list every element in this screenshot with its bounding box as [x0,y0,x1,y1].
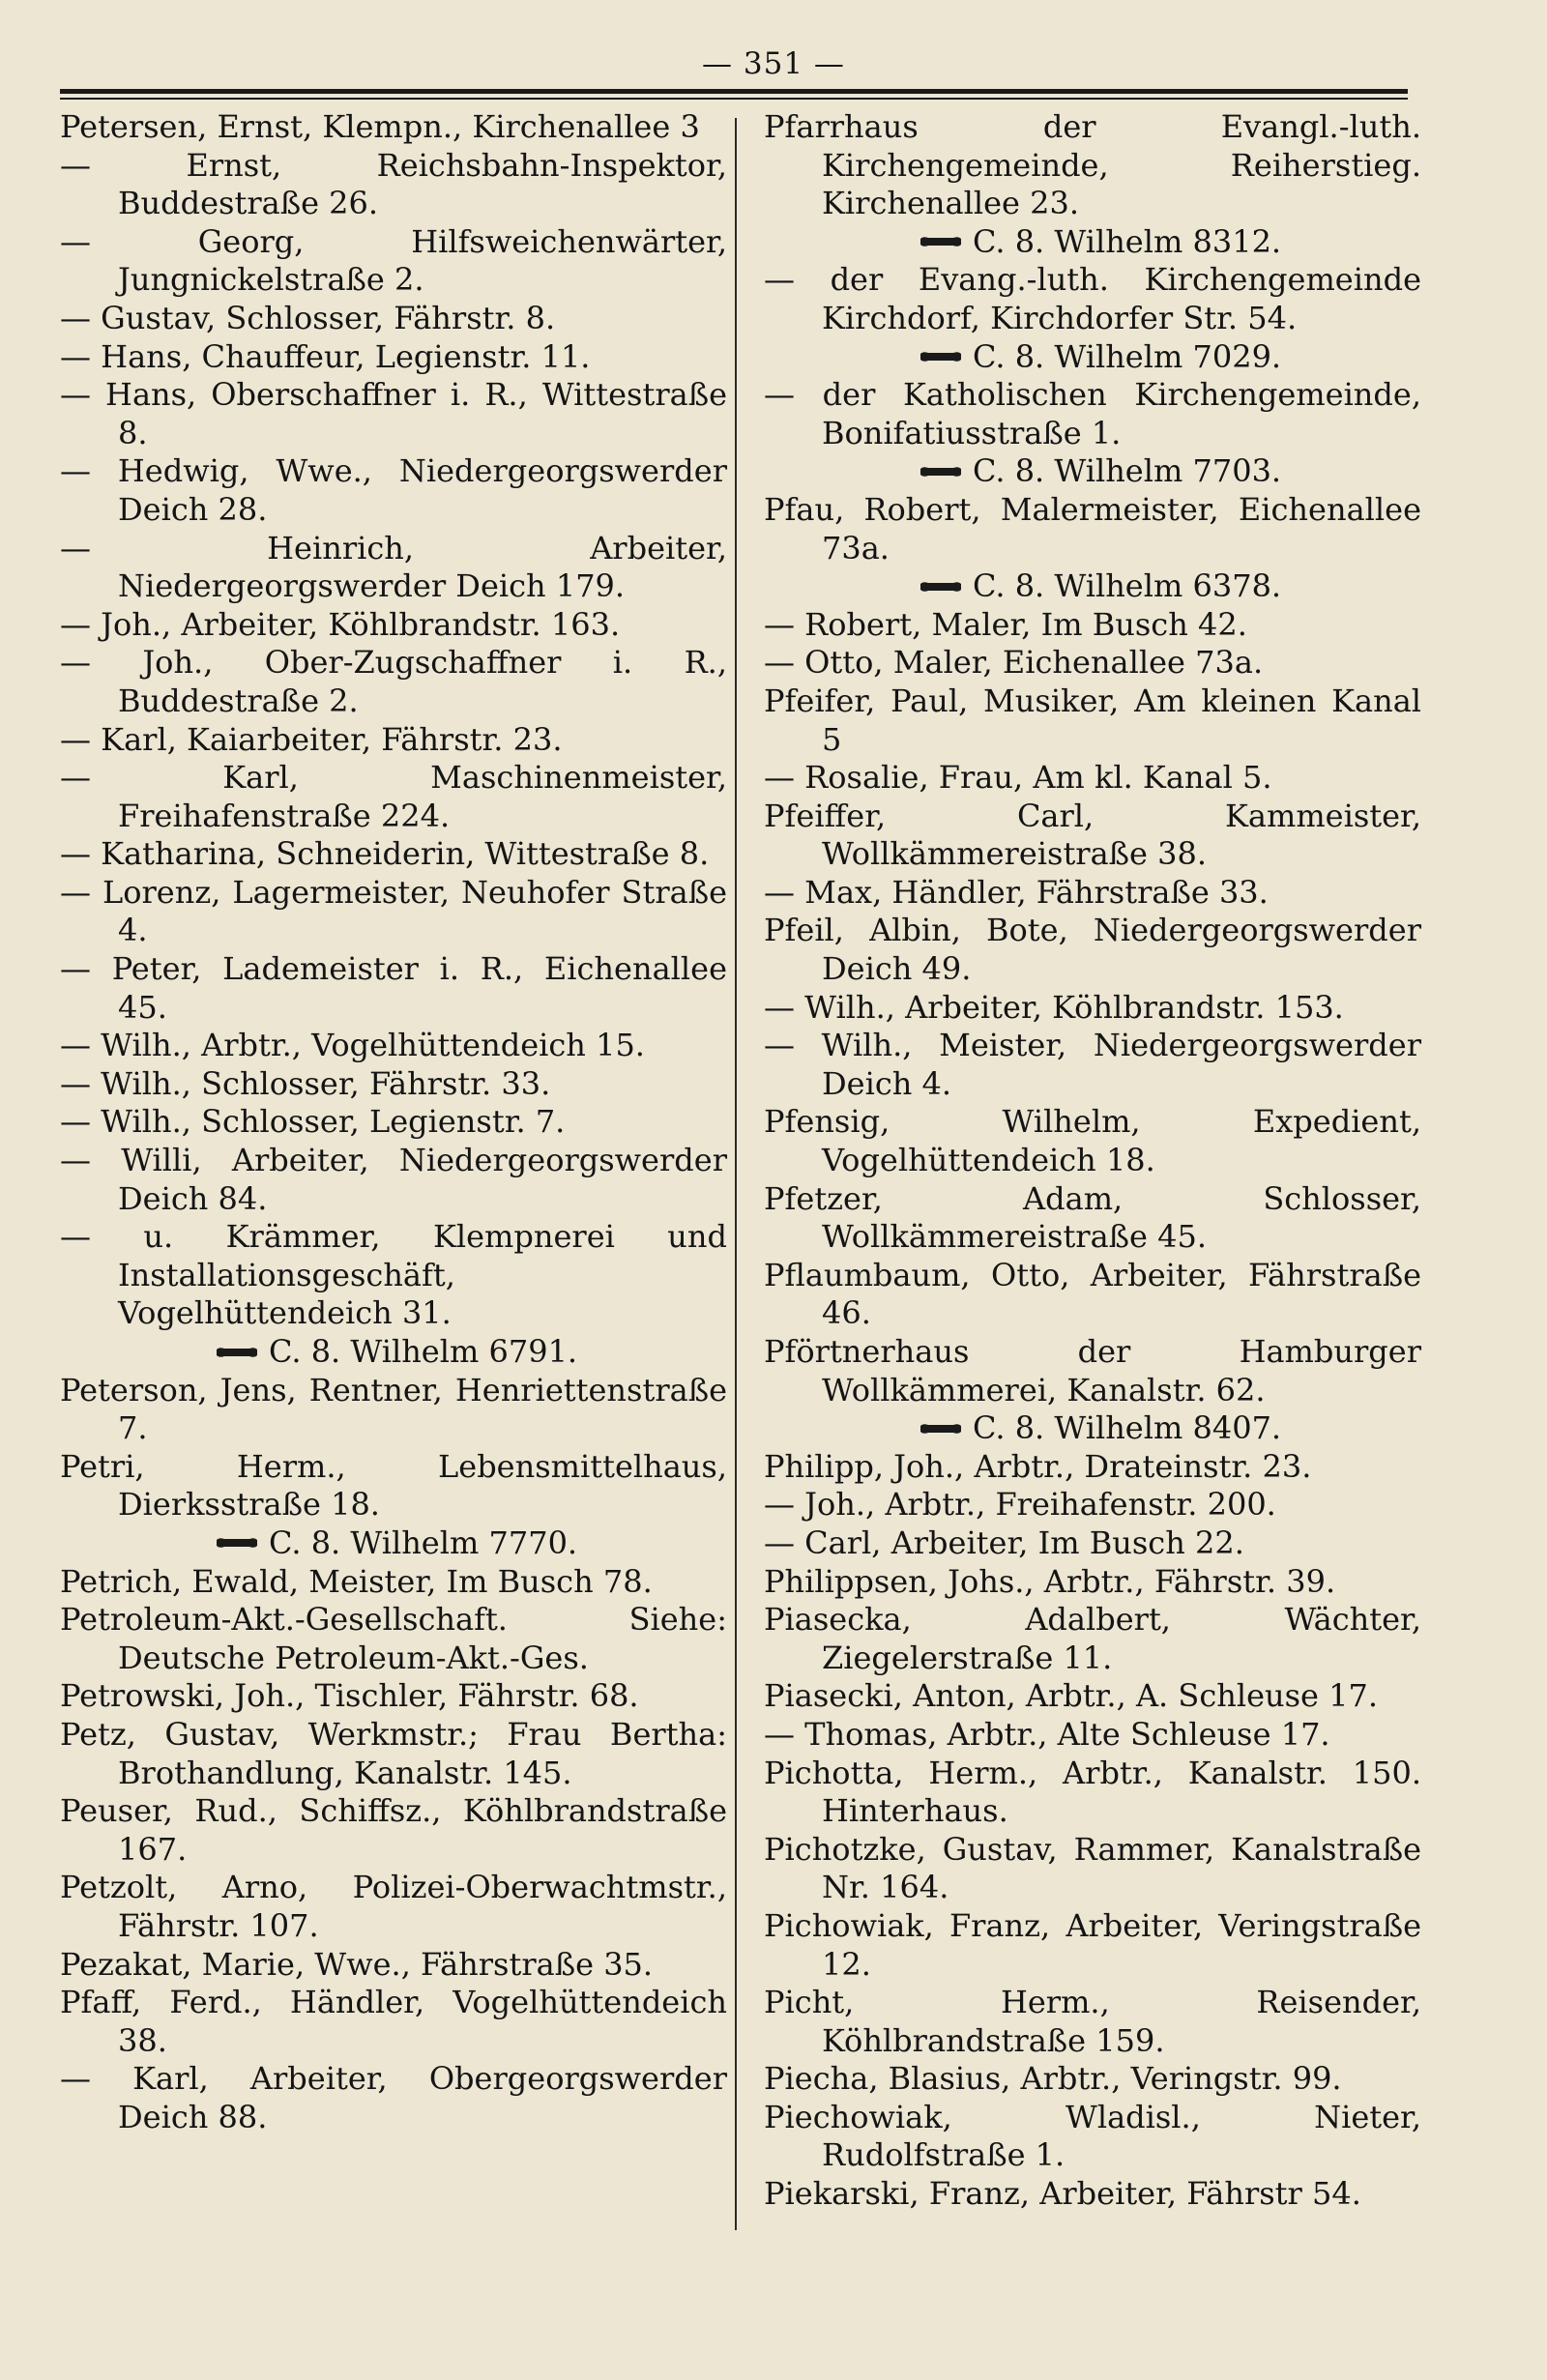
page-number: — 351 — [702,46,845,81]
directory-entry: Piasecki, Anton, Arbtr., A. Schleuse 17. [764,1677,1379,1715]
directory-entry: Philipp, Joh., Arbtr., Drateinstr. 23. [764,1447,1312,1485]
directory-entry: Petz, Gustav, Werkmstr.; Frau Bertha: Brothandlung, Kanalstr. 145. [60,1715,727,1791]
phone-listing [764,338,1421,377]
directory-entry: Petroleum-Akt.-Gesellschaft. Siehe: Deutsche Petroleum-Akt.-Ges. [60,1601,727,1676]
directory-entry: — Otto, Maler, Eichenallee 73a. [764,644,1264,682]
directory-entry: Pichotta, Herm., Arbtr., Kanalstr. 150. Hinterhaus. [764,1754,1421,1830]
directory-entry: — der Evang.-luth. Kirchengemeinde Kirchdorf, Kirchdorfer Str. 54. [764,261,1421,336]
directory-entry: — Rosalie, Frau, Am kl. Kanal 5. [764,759,1272,797]
phone-listing [764,567,1421,606]
directory-entry: — u. Krämmer, Klempnerei und Installationsgeschäft, Vogelhüttendeich 31. [60,1218,727,1332]
directory-entry: Pförtnerhaus der Hamburger Wollkämmerei, Kanalstr. 62. [764,1333,1421,1408]
directory-entry: Pichotzke, Gustav, Rammer, Kanalstraße Nr. 164. [764,1830,1421,1906]
directory-entry: Piasecka, Adalbert, Wächter, Ziegelerstraße 11. [764,1601,1421,1676]
directory-entry: Piechowiak, Wladisl., Nieter, Rudolfstraße 1. [764,2098,1421,2174]
directory-entry: — Joh., Arbtr., Freihafenstr. 200. [764,1486,1276,1524]
directory-entry: Pichowiak, Franz, Arbeiter, Veringstraße 12. [764,1906,1421,1983]
directory-entry: — Carl, Arbeiter, Im Busch 22. [764,1524,1244,1561]
phone-listing [764,452,1421,491]
directory-entry: Pfeil, Albin, Bote, Niedergeorgswerder Deich 49. [764,912,1421,988]
directory-entry: Petrich, Ewald, Meister, Im Busch 78. [60,1562,653,1600]
directory-entry: — Max, Händler, Fährstraße 33. [764,873,1269,911]
directory-entry: Philippsen, Johs., Arbtr., Fährstr. 39. [764,1562,1336,1600]
directory-entry: Pfarrhaus der Evangl.-luth. Kirchengemeinde, Reiherstieg. Kirchenallee 23. [764,108,1421,222]
left-column [60,108,727,2136]
directory-entry: — der Katholischen Kirchengemeinde, Bonifatiusstraße 1. [764,376,1421,451]
telephone-receiver-icon [919,580,963,594]
directory-entry: — Hans, Oberschaffner i. R., Wittestraße 8. [60,376,727,451]
directory-entry: Petzolt, Arno, Polizei-Oberwachtmstr., Fährstr. 107. [60,1869,727,1944]
directory-entry: — Wilh., Schlosser, Legienstr. 7. [60,1103,566,1141]
directory-entry: Pflaumbaum, Otto, Arbeiter, Fährstraße 46. [764,1256,1421,1332]
directory-entry: — Karl, Maschinenmeister, Freihafenstraße 224. [60,759,727,834]
directory-entry: — Wilh., Arbeiter, Köhlbrandstr. 153. [764,988,1344,1026]
column-divider [735,118,737,2230]
phone-listing [764,223,1421,262]
directory-entry: — Karl, Arbeiter, Obergeorgswerder Deich 88. [60,2060,727,2135]
directory-entry: Pfetzer, Adam, Schlosser, Wollkämmereistraße 45. [764,1179,1421,1256]
directory-entry: — Georg, Hilfsweichenwärter, Jungnickelstraße 2. [60,222,727,299]
directory-entry: — Wilh., Arbtr., Vogelhüttendeich 15. [60,1027,645,1064]
phone-listing [60,1524,727,1563]
phone-number-text: C. 8. Wilhelm 8312. [973,222,1282,260]
directory-entry: Petersen, Ernst, Klempn., Kirchenallee 3 [60,108,700,145]
directory-entry: — Willi, Arbeiter, Niedergeorgswerder Deich 84. [60,1142,727,1217]
phone-number-text: C. 8. Wilhelm 6791. [269,1333,578,1370]
telephone-receiver-icon [215,1536,259,1550]
directory-entry: Pfeiffer, Carl, Kammeister, Wollkämmereistraße 38. [764,797,1421,873]
phone-number-text: C. 8. Wilhelm 7703. [973,452,1282,490]
phone-number-text: C. 8. Wilhelm 6378. [973,567,1282,605]
directory-entry: Pfau, Robert, Malermeister, Eichenallee 73a. [764,490,1421,566]
telephone-receiver-icon [215,1346,259,1359]
right-column [764,108,1421,2214]
directory-entry: — Gustav, Schlosser, Fährstr. 8. [60,299,556,336]
directory-entry: — Karl, Kaiarbeiter, Fährstr. 23. [60,720,563,758]
directory-entry: — Peter, Lademeister i. R., Eichenallee 45. [60,950,727,1026]
phone-number-text: C. 8. Wilhelm 8407. [973,1409,1282,1447]
directory-entry: Peuser, Rud., Schiffsz., Köhlbrandstraße 167. [60,1792,727,1868]
directory-entry: Pezakat, Marie, Wwe., Fährstraße 35. [60,1945,654,1983]
phone-listing [764,1409,1421,1448]
telephone-receiver-icon [919,465,963,479]
directory-entry: — Joh., Ober-Zugschaffner i. R., Buddestraße 2. [60,644,727,719]
directory-entry: — Robert, Maler, Im Busch 42. [764,605,1247,643]
directory-entry: Picht, Herm., Reisender, Köhlbrandstraße 159. [764,1984,1421,2059]
directory-entry: — Ernst, Reichsbahn-Inspektor, Buddestraße 26. [60,146,727,222]
directory-entry: Pfensig, Wilhelm, Expedient, Vogelhüttendeich 18. [764,1103,1421,1179]
telephone-receiver-icon [919,235,963,248]
directory-entry: Petri, Herm., Lebensmittelhaus, Dierksstraße 18. [60,1447,727,1524]
directory-entry: — Joh., Arbeiter, Köhlbrandstr. 163. [60,605,621,643]
directory-entry: Pfeifer, Paul, Musiker, Am kleinen Kanal 5 [764,682,1421,758]
directory-entry: — Wilh., Schlosser, Fährstr. 33. [60,1064,551,1102]
phone-number-text: C. 8. Wilhelm 7770. [269,1524,578,1561]
header-rule-thick [60,89,1408,94]
directory-entry: — Lorenz, Lagermeister, Neuhofer Straße 4. [60,873,727,949]
directory-entry: — Wilh., Meister, Niedergeorgswerder Deich 4. [764,1027,1421,1102]
phone-listing [60,1333,727,1372]
directory-entry: Piekarski, Franz, Arbeiter, Fährstr 54. [764,2175,1361,2213]
directory-entry: Petrowski, Joh., Tischler, Fährstr. 68. [60,1677,639,1715]
directory-entry: — Katharina, Schneiderin, Wittestraße 8. [60,835,710,873]
header-rule-thin [60,98,1408,100]
directory-entry: — Hans, Chauffeur, Legienstr. 11. [60,337,591,375]
directory-entry: — Thomas, Arbtr., Alte Schleuse 17. [764,1715,1330,1753]
telephone-receiver-icon [919,1422,963,1436]
directory-entry: — Hedwig, Wwe., Niedergeorgswerder Deich 28. [60,452,727,528]
directory-entry: Peterson, Jens, Rentner, Henriettenstraße 7. [60,1371,727,1447]
telephone-receiver-icon [919,350,963,363]
directory-entry: Piecha, Blasius, Arbtr., Veringstr. 99. [764,2060,1342,2098]
directory-entry: Pfaff, Ferd., Händler, Vogelhüttendeich 38. [60,1984,727,2059]
directory-entry: — Heinrich, Arbeiter, Niedergeorgswerder Deich 179. [60,529,727,605]
phone-number-text: C. 8. Wilhelm 7029. [973,337,1282,375]
